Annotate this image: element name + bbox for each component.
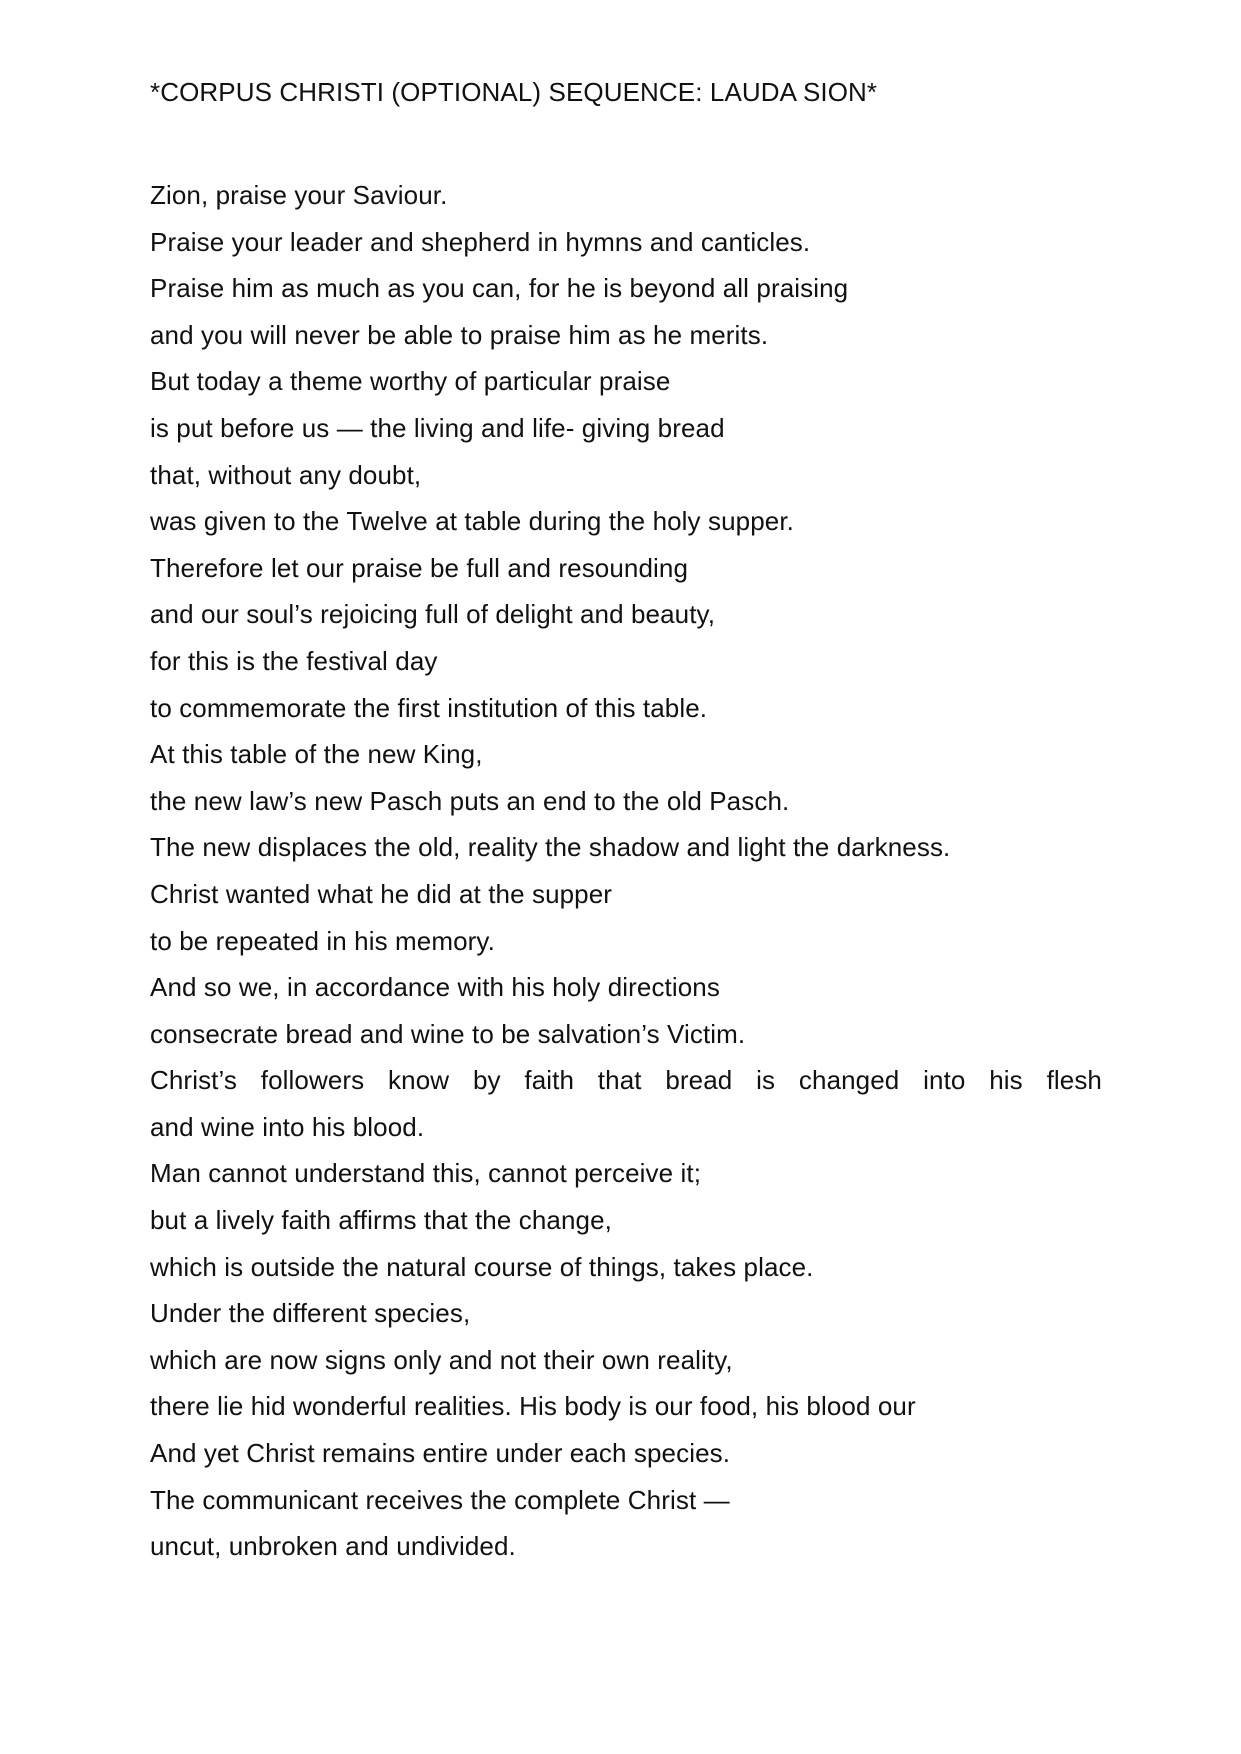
text-line: And yet Christ remains entire under each species. bbox=[150, 1438, 731, 1469]
text-line: which is outside the natural course of things, takes place. bbox=[150, 1251, 814, 1282]
text-line: and our soul’s rejoicing full of delight and beauty, bbox=[150, 599, 716, 630]
text-line: for this is the festival day bbox=[150, 645, 438, 676]
text-line: there lie hid wonderful realities. His body is our food, his blood our bbox=[150, 1391, 916, 1422]
text-line: At this table of the new King, bbox=[150, 739, 483, 770]
text-line: But today a theme worthy of particular praise bbox=[150, 366, 671, 397]
text-line: consecrate bread and wine to be salvation’s Victim. bbox=[150, 1018, 746, 1049]
sequence-text bbox=[150, 172, 1110, 1570]
text-line: is put before us — the living and life- giving bread bbox=[150, 412, 725, 443]
text-line: Praise him as much as you can, for he is beyond all praising bbox=[150, 273, 849, 304]
text-line: Man cannot understand this, cannot perceive it; bbox=[150, 1158, 702, 1189]
page-title: *CORPUS CHRISTI (OPTIONAL) SEQUENCE: LAUDA SION* bbox=[150, 77, 878, 107]
text-line: that, without any doubt, bbox=[150, 459, 422, 490]
text-line: to commemorate the first institution of this table. bbox=[150, 692, 708, 723]
text-line: but a lively faith affirms that the change, bbox=[150, 1205, 612, 1236]
text-line: and you will never be able to praise him as he merits. bbox=[150, 319, 769, 350]
text-line: the new law’s new Pasch puts an end to the old Pasch. bbox=[150, 785, 790, 816]
text-line: Christ wanted what he did at the supper bbox=[150, 878, 613, 909]
text-line: and wine into his blood. bbox=[150, 1111, 425, 1142]
text-line: The communicant receives the complete Christ — bbox=[150, 1484, 730, 1515]
text-line: uncut, unbroken and undivided. bbox=[150, 1531, 516, 1562]
text-line: Christ’s followers know by faith that bread is changed into his flesh bbox=[150, 1065, 1102, 1096]
text-line: Therefore let our praise be full and resounding bbox=[150, 552, 689, 583]
text-line: to be repeated in his memory. bbox=[150, 925, 495, 956]
text-line: Zion, praise your Saviour. bbox=[150, 180, 448, 210]
text-line: Under the different species, bbox=[150, 1298, 471, 1329]
text-line: Praise your leader and shepherd in hymns and canticles. bbox=[150, 226, 811, 257]
text-line: And so we, in accordance with his holy directions bbox=[150, 972, 720, 1003]
text-line: which are now signs only and not their own reality, bbox=[150, 1344, 733, 1375]
text-line: was given to the Twelve at table during the holy supper. bbox=[150, 506, 794, 537]
text-line: The new displaces the old, reality the shadow and light the darkness. bbox=[150, 832, 951, 863]
